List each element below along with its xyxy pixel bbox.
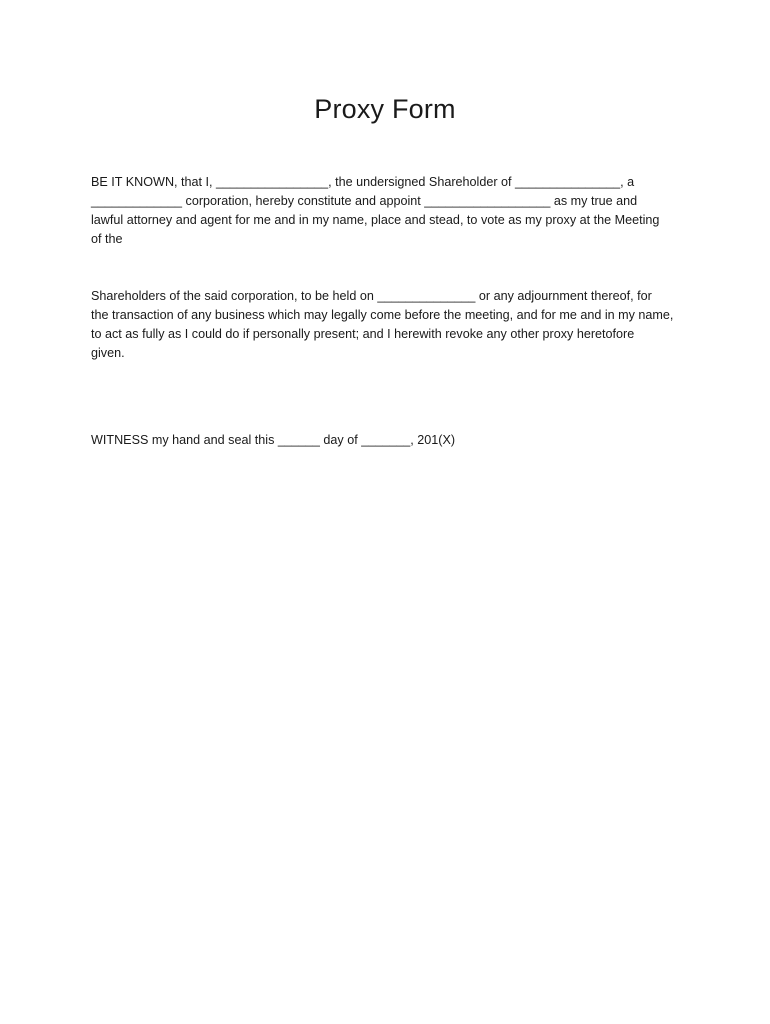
page-title: Proxy Form: [314, 94, 456, 124]
witness-line: WITNESS my hand and seal this ______ day of _______, 201(X): [91, 433, 456, 447]
meeting-paragraph: Shareholders of the said corporation, to be held on ______________ or any adjournment thereof, for the transaction of any business which may legally come before the meeting, and for me and in my name, to act as fully as I could do if personally present; and I herewith revoke any other proxy heretofore given.: [91, 289, 674, 360]
appointment-paragraph: BE IT KNOWN, that I, ________________, the undersigned Shareholder of _______________, a _____________ corporation, hereby constitute and appoint __________________ as my true and lawful attorney and agent for me and in my name, place and stead, to vote as my proxy at the Meeting of the: [91, 175, 660, 246]
